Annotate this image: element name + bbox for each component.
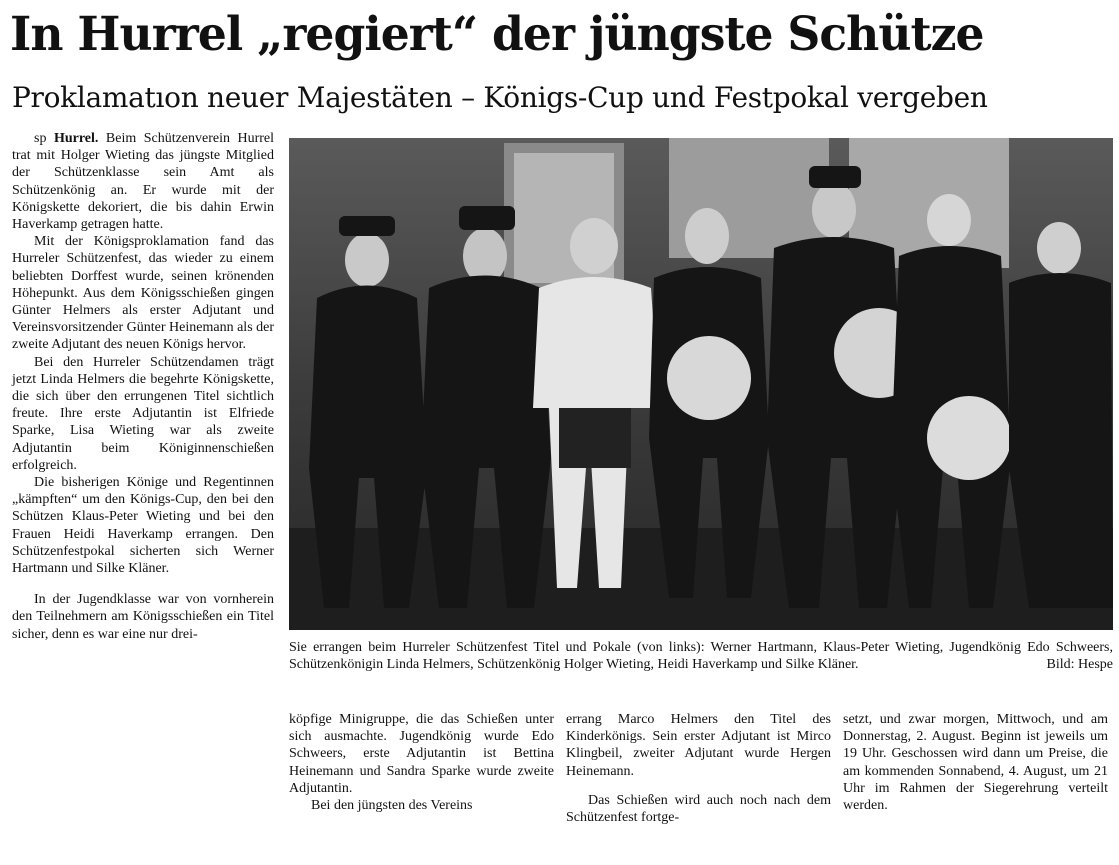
subheadline: Proklamatıon neuer Majestäten – Königs-Cup und Festpokal vergeben [12,81,988,114]
dateline: sp [34,131,47,146]
article-paragraph-1: sp Hurrel. Beim Schützenverein Hurrel trat mit Holger Wieting das jüngste Mitglied der Schützenklasse sein Amt als Schützenkönig an. Er wurde mit der Königskette dekoriert, die bis dahin Erwin Haverkamp getragen hatte. [12,131,275,233]
group-photo [289,138,1113,630]
group-photo-illustration [289,138,1113,630]
article-paragraph-5: In der Jugendklasse war von vornherein den Teilnehmern am Königsschießen ein Titel sicher, denn es war eine nur drei- [12,592,274,642]
article-column-1 [12,130,274,643]
article-column-4-text: setzt, und zwar morgen, Mittwoch, und am Donnerstag, 2. August. Beginn ist jeweils um 19 Uhr. Geschossen wird dann um Preise, die am kommenden Sonnabend, 4. August, um 21 Uhr im Rahmen der Siegerehrung verteilt werden. [843,712,1108,814]
article-column-4 [843,711,1108,814]
article-column-3-text-b: Das Schießen wird auch noch nach dem Schützenfest fortge- [566,792,831,826]
dateline-place: Hurrel. [53,131,99,146]
photo-caption-text: Sie errangen beim Hurreler Schützenfest Titel und Pokale (von links): Werner Hartmann, Klaus-Peter Wieting, Jugendkönig Edo Schweers, Schützenkönigin Linda Helmers, Schützenkönig Holger Wieting, Heidi Haverkamp und Silke Kläner. [289,640,1113,672]
article-paragraph-3: Bei den Hurreler Schützendamen trägt jetzt Linda Helmers die begehrte Königskette, die sich über den errungenen Titel sichtlich freute. Ihre erste Adjutantin ist Elfriede Sparke, Lisa Wieting war als zweite Adjutantin beim Königinnenschießen erfolgreich. [12,354,274,473]
headline: In Hurrel „regiert“ der jüngste Schütze [10,7,984,62]
article-column-3-text-a: errang Marco Helmers den Titel des Kinderkönigs. Sein erster Adjutant ist Mirco Klingbeil, zweiter Adjutant wurde Hergen Heinemann. [566,712,831,779]
photo-credit: Bild: Hespe [1046,657,1113,672]
article-paragraph-4: Die bisherigen Könige und Regentinnen „kämpften“ um den Königs-Cup, den bei den Schützen Klaus-Peter Wieting und bei den Frauen Heidi Haverkamp errangen. Den Schützenfestpokal sicherten sich Werner Hartmann und Silke Kläner. [12,475,274,577]
article-paragraph-2: Mit der Königsproklamation fand das Hurreler Schützenfest, das wieder zu einem beliebten Dorffest wurde, seinen krönenden Höhepunkt. Aus dem Königsschießen gingen Günter Helmers als erster Adjutant und Vereinsvorsitzender Günter Heinemann als der zweite Adjutant des neuen Königs hervor. [12,234,275,353]
article-column-3 [566,711,831,826]
article-column-2 [289,711,554,814]
article-column-2-text-a: köpfige Minigruppe, die das Schießen unter sich ausmachte. Jugendkönig wurde Edo Schweers, erste Adjutantin ist Bettina Heinemann und Sandra Sparke wurde zweite Adjutantin. [289,712,554,796]
photo-caption [289,639,1113,673]
article-column-2-text-b: Bei den jüngsten des Vereins [311,798,473,814]
